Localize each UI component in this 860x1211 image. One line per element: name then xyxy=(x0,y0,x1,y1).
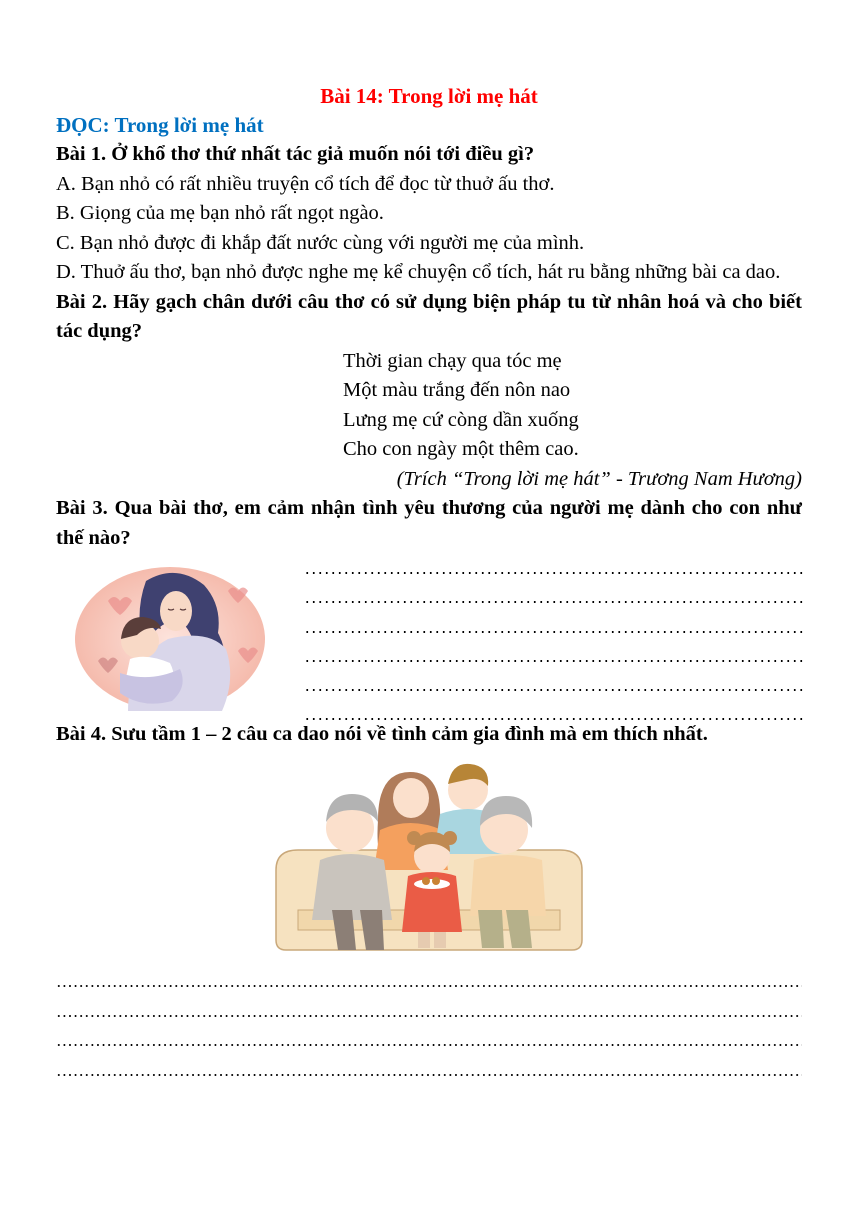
poem-line: Cho con ngày một thêm cao. xyxy=(343,438,579,460)
poem-line: Lưng mẹ cứ còng dần xuống xyxy=(343,408,579,431)
exercise-2-question: Bài 2. Hãy gạch chân dưới câu thơ có sử dụng biện pháp tu từ nhân hoá và cho biết tác dụng? xyxy=(56,290,802,342)
exercise-2 xyxy=(56,288,802,495)
mother-hugging-child-image xyxy=(68,561,278,717)
option-b: B. Giọng của mẹ bạn nhỏ rất ngọt ngào. xyxy=(56,202,384,224)
answer-line[interactable] xyxy=(56,1025,802,1055)
answer-lines[interactable] xyxy=(56,966,802,1084)
answer-line[interactable] xyxy=(304,699,804,728)
answer-line[interactable] xyxy=(56,995,802,1025)
exercise-1 xyxy=(56,140,802,288)
answer-lines[interactable] xyxy=(304,553,804,728)
poem-citation: (Trích “Trong lời mẹ hát” - Trương Nam Hương) xyxy=(396,467,802,490)
option-c: C. Bạn nhỏ được đi khắp đất nước cùng với người mẹ của mình. xyxy=(56,231,585,254)
exercise-4-question: Bài 4. Sưu tầm 1 – 2 câu ca dao nói về tình cảm gia đình mà em thích nhất. xyxy=(56,723,708,745)
answer-line[interactable] xyxy=(304,641,804,670)
exercise-3 xyxy=(56,494,802,723)
answer-line[interactable] xyxy=(304,582,804,611)
page-title: Bài 14: Trong lời mẹ hát xyxy=(320,84,538,108)
answer-line[interactable] xyxy=(304,611,804,640)
answer-line[interactable] xyxy=(304,553,804,582)
section-heading: ĐỌC: Trong lời mẹ hát xyxy=(56,113,264,137)
exercise-4 xyxy=(56,720,802,1084)
poem-line: Một màu trắng đến nôn nao xyxy=(343,379,571,401)
answer-line[interactable] xyxy=(56,1054,802,1084)
answer-line[interactable] xyxy=(304,670,804,699)
answer-line[interactable] xyxy=(56,966,802,996)
option-d: D. Thuở ấu thơ, bạn nhỏ được nghe mẹ kể chuyện cổ tích, hát ru bằng những bài ca dao. xyxy=(56,261,781,283)
worksheet-page xyxy=(56,82,802,1084)
poem-line: Thời gian chạy qua tóc mẹ xyxy=(343,349,562,372)
poem-excerpt xyxy=(343,347,802,465)
option-a: A. Bạn nhỏ có rất nhiều truyện cổ tích để đọc từ thuở ấu thơ. xyxy=(56,172,555,195)
family-on-sofa-image xyxy=(268,760,590,960)
exercise-1-question: Bài 1. Ở khổ thơ thứ nhất tác giả muốn nói tới điều gì? xyxy=(56,143,535,165)
exercise-3-question: Bài 3. Qua bài thơ, em cảm nhận tình yêu thương của người mẹ dành cho con như thế nào? xyxy=(56,497,802,549)
